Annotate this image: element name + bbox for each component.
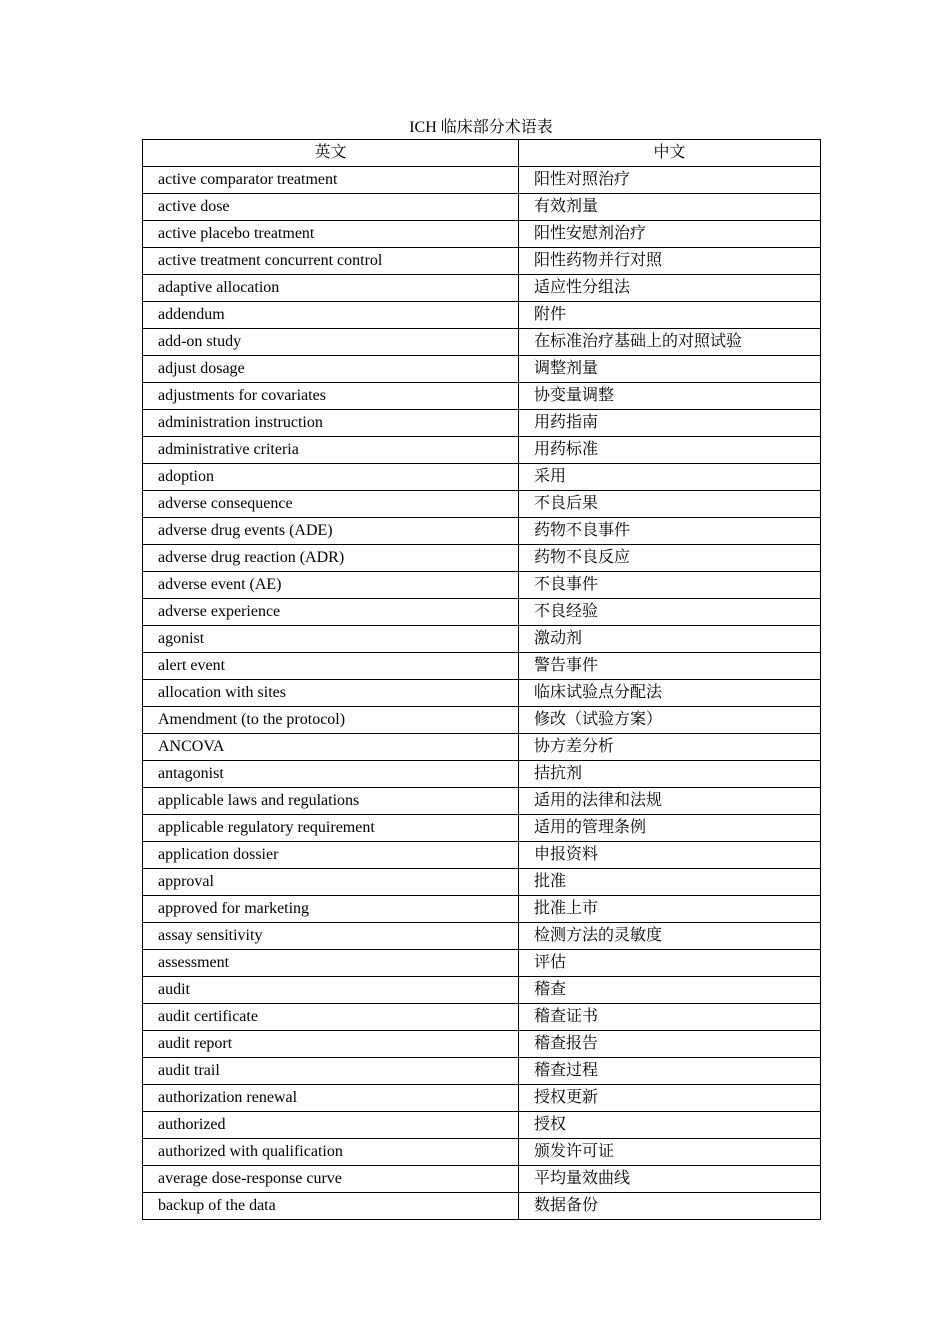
term-english: active treatment concurrent control: [143, 248, 519, 275]
term-chinese: 稽查证书: [519, 1004, 821, 1031]
term-english: average dose-response curve: [143, 1166, 519, 1193]
table-row: [143, 248, 821, 275]
term-chinese: 检测方法的灵敏度: [519, 923, 821, 950]
term-chinese: 协变量调整: [519, 383, 821, 410]
term-chinese: 激动剂: [519, 626, 821, 653]
table-row: [143, 680, 821, 707]
table-row: [143, 842, 821, 869]
term-chinese: 授权更新: [519, 1085, 821, 1112]
term-english: audit certificate: [143, 1004, 519, 1031]
table-row: [143, 734, 821, 761]
term-chinese: 附件: [519, 302, 821, 329]
table-row: [143, 221, 821, 248]
term-chinese: 申报资料: [519, 842, 821, 869]
term-english: approval: [143, 869, 519, 896]
table-row: [143, 1085, 821, 1112]
term-chinese: 协方差分析: [519, 734, 821, 761]
term-english: add-on study: [143, 329, 519, 356]
term-english: alert event: [143, 653, 519, 680]
table-row: [143, 599, 821, 626]
table-row: [143, 707, 821, 734]
table-row: [143, 1193, 821, 1220]
term-chinese: 适用的管理条例: [519, 815, 821, 842]
glossary-table: [142, 139, 821, 1220]
term-english: application dossier: [143, 842, 519, 869]
term-english: applicable laws and regulations: [143, 788, 519, 815]
term-english: adverse consequence: [143, 491, 519, 518]
term-english: active placebo treatment: [143, 221, 519, 248]
table-row: [143, 545, 821, 572]
table-row: [143, 950, 821, 977]
term-english: administration instruction: [143, 410, 519, 437]
term-chinese: 采用: [519, 464, 821, 491]
term-chinese: 修改（试验方案）: [519, 707, 821, 734]
term-english: administrative criteria: [143, 437, 519, 464]
term-english: authorization renewal: [143, 1085, 519, 1112]
table-row: [143, 275, 821, 302]
table-row: [143, 194, 821, 221]
term-chinese: 拮抗剂: [519, 761, 821, 788]
term-english: assessment: [143, 950, 519, 977]
page-title: ICH 临床部分术语表: [409, 119, 553, 136]
term-english: Amendment (to the protocol): [143, 707, 519, 734]
term-chinese: 在标准治疗基础上的对照试验: [519, 329, 821, 356]
table-row: [143, 626, 821, 653]
term-english: allocation with sites: [143, 680, 519, 707]
term-chinese: 稽查过程: [519, 1058, 821, 1085]
term-chinese: 用药标准: [519, 437, 821, 464]
table-row: [143, 383, 821, 410]
term-chinese: 阳性安慰剂治疗: [519, 221, 821, 248]
term-english: audit: [143, 977, 519, 1004]
term-english: applicable regulatory requirement: [143, 815, 519, 842]
term-chinese: 阳性药物并行对照: [519, 248, 821, 275]
term-chinese: 警告事件: [519, 653, 821, 680]
term-english: addendum: [143, 302, 519, 329]
term-chinese: 调整剂量: [519, 356, 821, 383]
term-chinese: 稽查报告: [519, 1031, 821, 1058]
term-chinese: 用药指南: [519, 410, 821, 437]
table-row: [143, 302, 821, 329]
table-row: [143, 572, 821, 599]
table-row: [143, 491, 821, 518]
term-english: ANCOVA: [143, 734, 519, 761]
term-english: active dose: [143, 194, 519, 221]
term-english: adoption: [143, 464, 519, 491]
term-english: agonist: [143, 626, 519, 653]
table-row: [143, 1112, 821, 1139]
table-row: [143, 1139, 821, 1166]
term-chinese: 阳性对照治疗: [519, 167, 821, 194]
table-row: [143, 788, 821, 815]
term-chinese: 批准上市: [519, 896, 821, 923]
term-english: adaptive allocation: [143, 275, 519, 302]
term-chinese: 批准: [519, 869, 821, 896]
term-english: adverse drug reaction (ADR): [143, 545, 519, 572]
term-chinese: 颁发许可证: [519, 1139, 821, 1166]
table-row: [143, 977, 821, 1004]
term-chinese: 不良后果: [519, 491, 821, 518]
term-english: audit report: [143, 1031, 519, 1058]
table-row: [143, 653, 821, 680]
term-english: adverse drug events (ADE): [143, 518, 519, 545]
table-row: [143, 923, 821, 950]
term-chinese: 稽查: [519, 977, 821, 1004]
term-chinese: 药物不良事件: [519, 518, 821, 545]
table-row: [143, 437, 821, 464]
header-chinese: 中文: [519, 140, 821, 167]
table-row: [143, 1031, 821, 1058]
term-english: authorized: [143, 1112, 519, 1139]
header-english: 英文: [143, 140, 519, 167]
term-english: adjust dosage: [143, 356, 519, 383]
table-row: [143, 1058, 821, 1085]
term-english: authorized with qualification: [143, 1139, 519, 1166]
term-english: adverse event (AE): [143, 572, 519, 599]
term-chinese: 适用的法律和法规: [519, 788, 821, 815]
term-english: audit trail: [143, 1058, 519, 1085]
table-row: [143, 410, 821, 437]
term-chinese: 平均量效曲线: [519, 1166, 821, 1193]
term-chinese: 数据备份: [519, 1193, 821, 1220]
term-english: backup of the data: [143, 1193, 519, 1220]
table-row: [143, 896, 821, 923]
term-chinese: 不良事件: [519, 572, 821, 599]
term-chinese: 授权: [519, 1112, 821, 1139]
table-row: [143, 464, 821, 491]
table-row: [143, 869, 821, 896]
term-english: adverse experience: [143, 599, 519, 626]
term-chinese: 不良经验: [519, 599, 821, 626]
table-row: [143, 1166, 821, 1193]
term-english: antagonist: [143, 761, 519, 788]
term-english: adjustments for covariates: [143, 383, 519, 410]
term-chinese: 临床试验点分配法: [519, 680, 821, 707]
table-row: [143, 518, 821, 545]
term-chinese: 药物不良反应: [519, 545, 821, 572]
term-english: assay sensitivity: [143, 923, 519, 950]
term-chinese: 评估: [519, 950, 821, 977]
table-row: [143, 1004, 821, 1031]
table-row: [143, 329, 821, 356]
table-row: [143, 356, 821, 383]
table-row: [143, 167, 821, 194]
glossary-body: [143, 167, 821, 1220]
term-chinese: 适应性分组法: [519, 275, 821, 302]
table-row: [143, 761, 821, 788]
term-english: approved for marketing: [143, 896, 519, 923]
table-header-row: [143, 140, 821, 167]
term-chinese: 有效剂量: [519, 194, 821, 221]
table-row: [143, 815, 821, 842]
term-english: active comparator treatment: [143, 167, 519, 194]
